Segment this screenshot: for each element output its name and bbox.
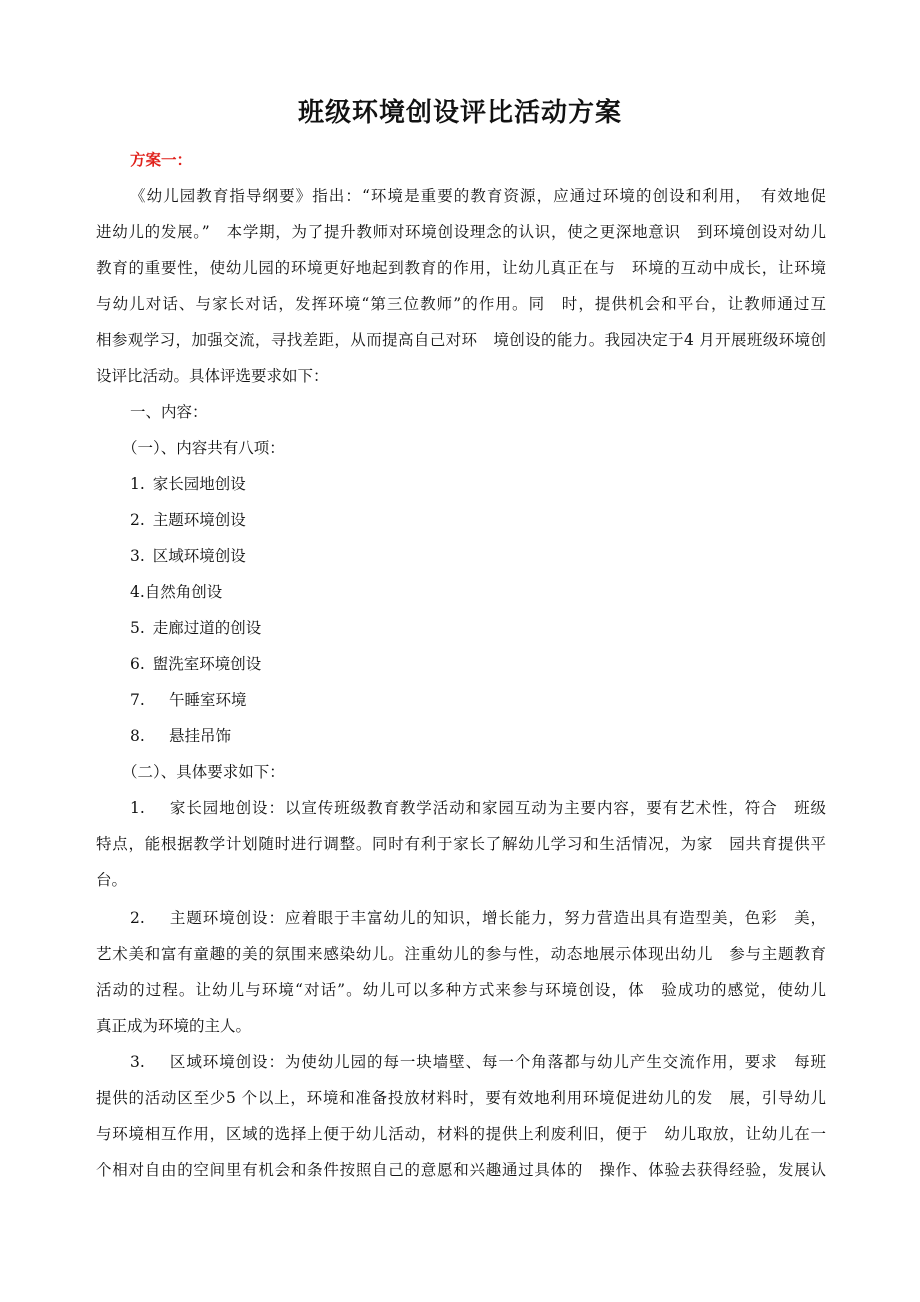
- subsection-heading-requirements: （二）、具体要求如下：: [122, 763, 285, 781]
- requirement-line: [96, 900, 826, 936]
- item-list: [96, 466, 826, 754]
- requirement-line: 个相对自由的空间里有机会和条件按照自己的意愿和兴趣通过具体的 操作、体验去获得经验，发展认: [96, 1161, 826, 1179]
- requirement-text: 主题环境创设：应着眼于丰富幼儿的知识，增长能力，努力营造出具有造型美，色彩 美，: [169, 909, 826, 927]
- intro-line: 《幼儿园教育指导纲要》指出：“环境是重要的教育资源，应通过环境的创设和利用， 有效地促: [130, 187, 826, 205]
- requirement-line: [96, 1044, 826, 1080]
- document-body: [96, 142, 826, 1188]
- document-title: 班级环境创设评比活动方案: [297, 98, 622, 128]
- item-text: 家长园地创设: [152, 475, 246, 493]
- requirement-number: 3.: [130, 1053, 145, 1071]
- list-item: [96, 538, 826, 574]
- item-text: 悬挂吊饰: [169, 727, 232, 745]
- list-item: [96, 574, 826, 610]
- list-item: [96, 610, 826, 646]
- requirement-1: [96, 790, 826, 898]
- item-text: 自然角创设: [144, 583, 223, 601]
- intro-line: 与幼儿对话、与家长对话，发挥环境“第三位教师”的作用。同 时，提供机会和平台，让教师通过互: [96, 295, 826, 313]
- intro-line: 进幼儿的发展。” 本学期，为了提升教师对环境创设理念的认识，使之更深地意识 到环境创设对幼儿: [96, 223, 826, 241]
- item-number: 8.: [130, 727, 145, 745]
- requirement-number: 2.: [130, 909, 145, 927]
- item-text: 午睡室环境: [169, 691, 247, 709]
- section-heading-content: 一、内容：: [130, 403, 208, 421]
- subsection-heading-items: （一）、内容共有八项：: [122, 439, 285, 457]
- list-item: [96, 646, 826, 682]
- requirement-line: 真正成为环境的主人。: [96, 1017, 252, 1035]
- requirement-line: [96, 790, 826, 826]
- intro-line: 相参观学习，加强交流，寻找差距，从而提高自己对环 境创设的能力。我园决定于4 月开展班级环境创: [96, 331, 826, 349]
- requirement-line: 特点，能根据教学计划随时进行调整。同时有利于家长了解幼儿学习和生活情况，为家 园共育提供平: [96, 835, 826, 853]
- list-item: [96, 502, 826, 538]
- item-text: 盥洗室环境创设: [152, 655, 262, 673]
- item-text: 区域环境创设: [152, 547, 246, 565]
- requirement-text: 区域环境创设：为使幼儿园的每一块墙壁、每一个角落都与幼儿产生交流作用，要求 每班: [169, 1053, 826, 1071]
- requirement-line: 台。: [96, 871, 128, 889]
- requirement-text: 家长园地创设：以宣传班级教育教学活动和家园互动为主要内容，要有艺术性，符合 班级: [169, 799, 826, 817]
- intro-line: 设评比活动。具体评选要求如下：: [96, 367, 329, 385]
- list-item: [96, 718, 826, 754]
- item-number: 7.: [130, 691, 145, 709]
- item-number: 5.: [130, 619, 145, 637]
- requirement-line: 与环境相互作用，区域的选择上便于幼儿活动，材料的提供上利废利旧，便于 幼儿取放，让幼儿在一: [96, 1125, 826, 1143]
- intro-line: 教育的重要性，使幼儿园的环境更好地起到教育的作用，让幼儿真正在与 环境的互动中成长，让环境: [96, 259, 826, 277]
- item-number: 2.: [130, 511, 145, 529]
- item-number: 4.: [130, 583, 145, 601]
- requirement-line: 提供的活动区至少5 个以上，环境和准备投放材料时，要有效地利用环境促进幼儿的发 展，引导幼儿: [96, 1089, 826, 1107]
- requirement-line: 艺术美和富有童趣的美的氛围来感染幼儿。注重幼儿的参与性，动态地展示体现出幼儿 参与主题教育: [96, 945, 826, 963]
- intro-paragraph: [96, 178, 826, 394]
- item-text: 主题环境创设: [152, 511, 246, 529]
- item-number: 6.: [130, 655, 145, 673]
- plan-label: 方案一：: [130, 150, 193, 169]
- list-item: [96, 682, 826, 718]
- item-text: 走廊过道的创设: [152, 619, 262, 637]
- item-number: 1.: [130, 475, 145, 493]
- item-number: 3.: [130, 547, 145, 565]
- requirement-number: 1.: [130, 799, 145, 817]
- requirement-2: [96, 900, 826, 1044]
- requirement-line: 活动的过程。让幼儿与环境“对话”。幼儿可以多种方式来参与环境创设，体 验成功的感觉，使幼儿: [96, 981, 826, 999]
- list-item: [96, 466, 826, 502]
- requirement-3: [96, 1044, 826, 1188]
